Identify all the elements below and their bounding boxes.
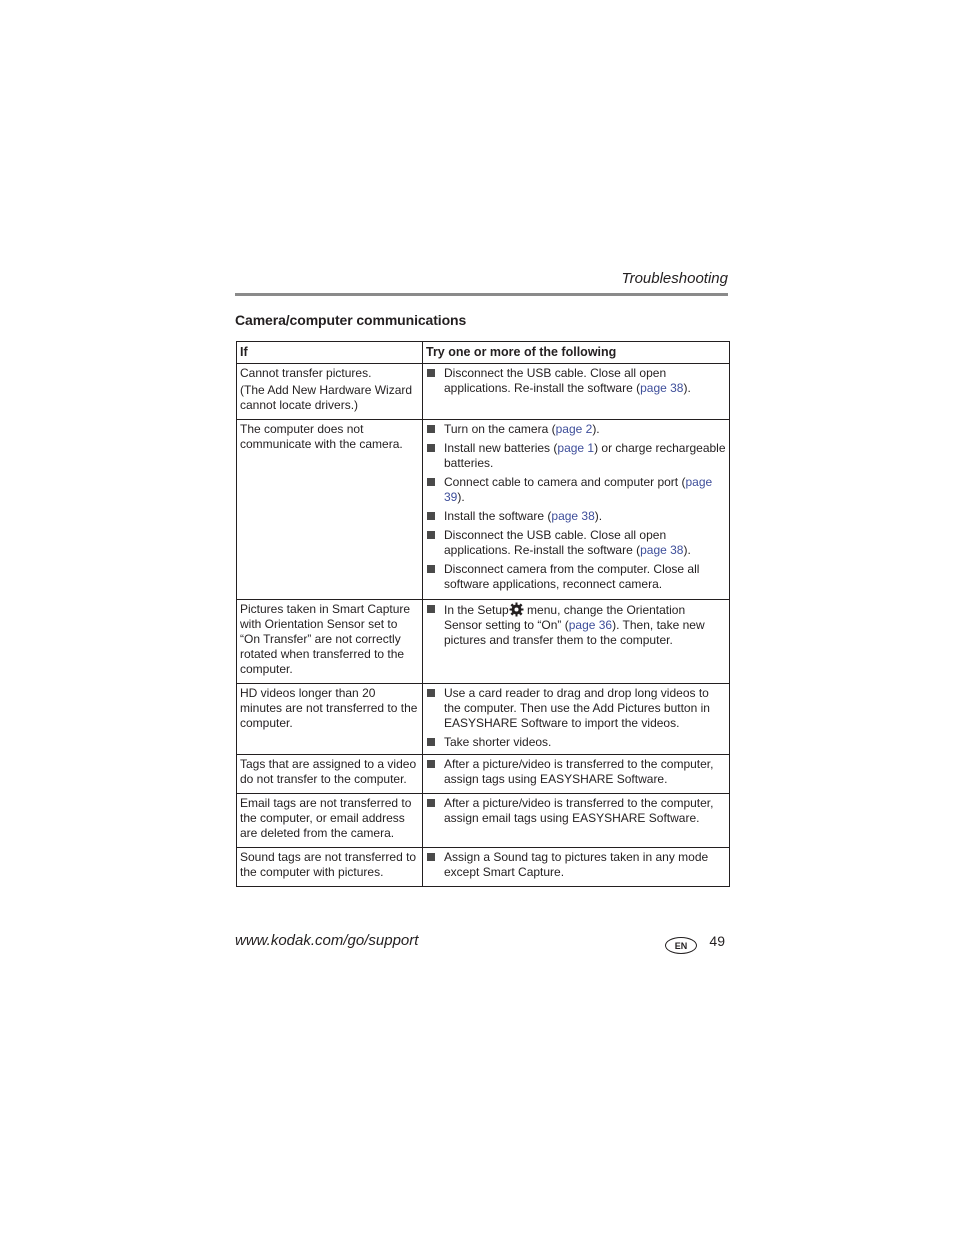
- square-bullet-icon: [427, 478, 435, 486]
- condition-cell: [237, 755, 423, 794]
- action-text: Install the software (: [444, 509, 552, 523]
- action-item: [426, 796, 726, 826]
- condition-cell: [237, 848, 423, 887]
- condition-text: Sound tags are not transferred to the computer with pictures.: [240, 850, 417, 879]
- condition-text: Cannot transfer pictures.: [240, 366, 372, 380]
- action-item: [426, 757, 726, 787]
- condition-text: (The Add New Hardware Wizard cannot locate drivers.): [240, 383, 413, 412]
- square-bullet-icon: [427, 565, 435, 573]
- action-text: ). Then, take new pictures and transfer them to the computer.: [444, 618, 705, 647]
- action-text: ).: [683, 543, 691, 557]
- condition-text: Pictures taken in Smart Capture with Orientation Sensor set to “On Transfer” are not correctly rotated when transferred to the computer.: [240, 602, 411, 676]
- square-bullet-icon: [427, 689, 435, 697]
- square-bullet-icon: [427, 760, 435, 768]
- action-text: Take shorter videos.: [444, 735, 552, 749]
- actions-cell: [423, 364, 730, 420]
- action-text: Assign a Sound tag to pictures taken in any mode except Smart Capture.: [444, 850, 709, 879]
- column-header-if: If: [237, 342, 423, 364]
- actions-cell: [423, 848, 730, 887]
- action-item: [426, 735, 726, 750]
- square-bullet-icon: [427, 605, 435, 613]
- table-row: [237, 364, 730, 420]
- page-link[interactable]: page 38: [640, 381, 684, 395]
- action-item: [426, 602, 726, 648]
- page-number: 49: [709, 933, 725, 949]
- action-text: Connect cable to camera and computer port (: [444, 475, 686, 489]
- action-text: After a picture/video is transferred to the computer, assign email tags using EASYSHARE Software.: [444, 796, 714, 825]
- square-bullet-icon: [427, 512, 435, 520]
- troubleshooting-table: [236, 341, 730, 887]
- table-row: [237, 600, 730, 684]
- action-text: ).: [592, 422, 600, 436]
- action-text: Turn on the camera (: [444, 422, 556, 436]
- action-text: menu, change the Orientation Sensor setting to “On” (: [444, 603, 686, 632]
- square-bullet-icon: [427, 444, 435, 452]
- action-text: ).: [457, 490, 465, 504]
- action-item: [426, 686, 726, 731]
- condition-text: Email tags are not transferred to the computer, or email address are deleted from the camera.: [240, 796, 412, 840]
- condition-text: HD videos longer than 20 minutes are not transferred to the computer.: [240, 686, 418, 730]
- action-item: [426, 562, 726, 592]
- action-text: ).: [594, 509, 603, 523]
- condition-cell: [237, 794, 423, 848]
- action-item: [426, 850, 726, 880]
- action-text: Use a card reader to drag and drop long videos to the computer. Then use the Add Pictures button in EASYSHARE Software to import the videos.: [444, 686, 710, 730]
- page-link[interactable]: page 38: [551, 509, 595, 523]
- condition-cell: [237, 600, 423, 684]
- action-list: [426, 757, 726, 787]
- header-rule: [235, 293, 728, 296]
- action-text: Install new batteries (: [444, 441, 558, 455]
- action-list: [426, 796, 726, 826]
- page-link[interactable]: page 38: [640, 543, 684, 557]
- action-text: Disconnect the USB cable. Close all open applications. Re-install the software (: [444, 528, 667, 557]
- condition-cell: [237, 364, 423, 420]
- column-header-actions: Try one or more of the following: [423, 342, 730, 364]
- page-link[interactable]: page 1: [557, 441, 595, 455]
- action-item: [426, 366, 726, 396]
- condition-cell: [237, 420, 423, 600]
- action-list: [426, 850, 726, 880]
- square-bullet-icon: [427, 531, 435, 539]
- table-row: [237, 848, 730, 887]
- actions-cell: [423, 684, 730, 755]
- support-url[interactable]: www.kodak.com/go/support: [235, 932, 419, 949]
- actions-cell: [423, 794, 730, 848]
- action-text: ) or charge rechargeable batteries.: [444, 441, 726, 470]
- setup-wrench-icon: [509, 602, 524, 617]
- action-text: In the Setup: [444, 603, 509, 617]
- table-row: [237, 420, 730, 600]
- action-list: [426, 686, 726, 750]
- page-link[interactable]: page 2: [555, 422, 593, 436]
- action-item: [426, 509, 726, 524]
- condition-cell: [237, 684, 423, 755]
- square-bullet-icon: [427, 425, 435, 433]
- square-bullet-icon: [427, 799, 435, 807]
- actions-cell: [423, 755, 730, 794]
- action-text: Disconnect camera from the computer. Close all software applications, reconnect camera.: [444, 562, 700, 591]
- square-bullet-icon: [427, 738, 435, 746]
- actions-cell: [423, 420, 730, 600]
- action-text: After a picture/video is transferred to the computer, assign tags using EASYSHARE Software.: [444, 757, 714, 786]
- action-item: [426, 475, 726, 505]
- page-link[interactable]: page 39: [444, 475, 713, 504]
- square-bullet-icon: [427, 369, 435, 377]
- action-text: Disconnect the USB cable. Close all open applications. Re-install the software (: [444, 366, 667, 395]
- action-text: ).: [683, 381, 691, 395]
- action-list: [426, 422, 726, 592]
- square-bullet-icon: [427, 853, 435, 861]
- page-link[interactable]: page 36: [568, 618, 613, 632]
- table-row: [237, 684, 730, 755]
- running-header: Troubleshooting: [621, 270, 728, 287]
- actions-cell: [423, 600, 730, 684]
- action-list: [426, 602, 726, 648]
- action-item: [426, 441, 726, 471]
- action-item: [426, 422, 726, 437]
- condition-text: The computer does not communicate with the camera.: [240, 422, 403, 451]
- section-title: Camera/computer communications: [235, 312, 467, 328]
- table-row: [237, 794, 730, 848]
- language-badge: EN: [665, 937, 697, 954]
- action-item: [426, 528, 726, 558]
- table-row: [237, 755, 730, 794]
- table-header-row: [237, 342, 730, 364]
- table-body: [237, 364, 730, 887]
- condition-text: Tags that are assigned to a video do not transfer to the computer.: [240, 757, 417, 786]
- action-list: [426, 366, 726, 396]
